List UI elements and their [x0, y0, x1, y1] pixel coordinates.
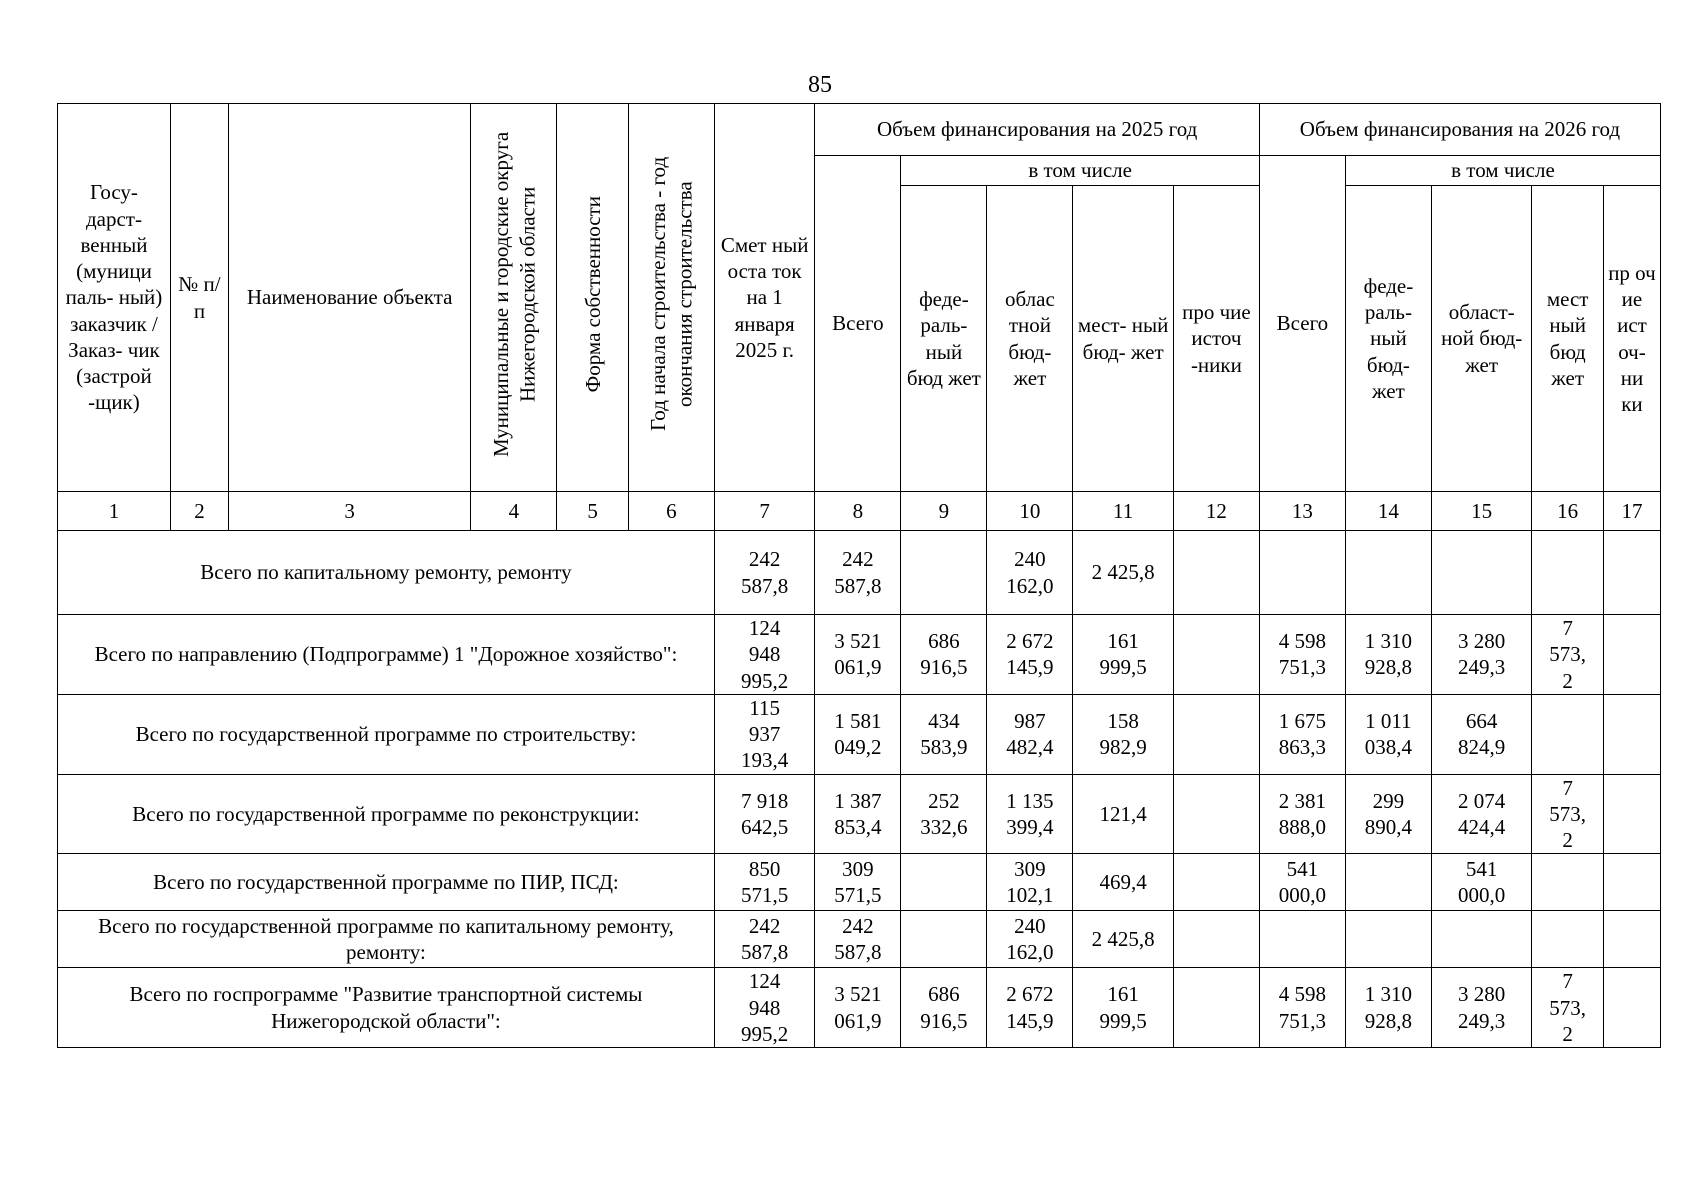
cell-c11: 121,4 [1073, 774, 1174, 854]
cell-c16 [1532, 531, 1603, 615]
header-construction-years: Год начала строительства - год окончания строительства [628, 104, 714, 492]
cell-c11: 161 999,5 [1073, 615, 1174, 695]
header-local-2026: мест ный бюд жет [1532, 186, 1603, 492]
cell-c10: 240 162,0 [987, 531, 1073, 615]
cell-c8: 3 521 061,9 [815, 968, 901, 1048]
cell-c7: 242 587,8 [714, 911, 815, 968]
header-federal-2026: феде- раль- ный бюд- жет [1345, 186, 1431, 492]
cell-c8: 242 587,8 [815, 531, 901, 615]
column-number: 14 [1345, 492, 1431, 531]
cell-c15 [1431, 911, 1532, 968]
column-number: 6 [628, 492, 714, 531]
cell-c12 [1173, 911, 1259, 968]
cell-c17 [1603, 968, 1660, 1048]
cell-c9: 686 916,5 [901, 615, 987, 695]
cell-c8: 309 571,5 [815, 854, 901, 911]
cell-c16: 7 573, 2 [1532, 774, 1603, 854]
header-total-2025: Всего [815, 156, 901, 492]
cell-c11: 2 425,8 [1073, 911, 1174, 968]
cell-c10: 2 672 145,9 [987, 615, 1073, 695]
row-label: Всего по госпрограмме "Развитие транспортной системы Нижегородской области": [58, 968, 715, 1048]
table-header [58, 104, 1661, 531]
cell-c14 [1345, 531, 1431, 615]
row-label: Всего по капитальному ремонту, ремонту [58, 531, 715, 615]
table-row [58, 774, 1661, 854]
cell-c7: 850 571,5 [714, 854, 815, 911]
cell-c13 [1259, 911, 1345, 968]
cell-c9: 686 916,5 [901, 968, 987, 1048]
cell-c13: 4 598 751,3 [1259, 968, 1345, 1048]
header-regional-2025: облас тной бюд- жет [987, 186, 1073, 492]
cell-c14: 299 890,4 [1345, 774, 1431, 854]
cell-c10: 309 102,1 [987, 854, 1073, 911]
cell-c12 [1173, 694, 1259, 774]
cell-c9 [901, 911, 987, 968]
header-financing-2026: Объем финансирования на 2026 год [1259, 104, 1660, 156]
header-districts: Муниципальные и городские округа Нижегородской области [471, 104, 557, 492]
cell-c15: 3 280 249,3 [1431, 968, 1532, 1048]
column-number: 8 [815, 492, 901, 531]
cell-c9 [901, 854, 987, 911]
cell-c12 [1173, 615, 1259, 695]
cell-c14: 1 310 928,8 [1345, 615, 1431, 695]
table-row [58, 694, 1661, 774]
column-number: 15 [1431, 492, 1532, 531]
column-number: 4 [471, 492, 557, 531]
cell-c17 [1603, 615, 1660, 695]
cell-c14 [1345, 911, 1431, 968]
cell-c12 [1173, 854, 1259, 911]
column-number: 10 [987, 492, 1073, 531]
table-row [58, 911, 1661, 968]
row-label: Всего по направлению (Подпрограмме) 1 "Дорожное хозяйство": [58, 615, 715, 695]
cell-c17 [1603, 694, 1660, 774]
cell-c10: 1 135 399,4 [987, 774, 1073, 854]
cell-c15: 664 824,9 [1431, 694, 1532, 774]
table-row [58, 531, 1661, 615]
cell-c13: 2 381 888,0 [1259, 774, 1345, 854]
cell-c15 [1431, 531, 1532, 615]
cell-c11: 161 999,5 [1073, 968, 1174, 1048]
cell-c8: 1 387 853,4 [815, 774, 901, 854]
cell-c16: 7 573, 2 [1532, 968, 1603, 1048]
column-number: 17 [1603, 492, 1660, 531]
page-number: 85 [808, 72, 832, 98]
cell-c13: 4 598 751,3 [1259, 615, 1345, 695]
column-number-row [58, 492, 1661, 531]
cell-c10: 987 482,4 [987, 694, 1073, 774]
cell-c7: 7 918 642,5 [714, 774, 815, 854]
cell-c14: 1 011 038,4 [1345, 694, 1431, 774]
cell-c8: 242 587,8 [815, 911, 901, 968]
cell-c17 [1603, 854, 1660, 911]
cell-c7: 115 937 193,4 [714, 694, 815, 774]
cell-c13: 541 000,0 [1259, 854, 1345, 911]
cell-c8: 1 581 049,2 [815, 694, 901, 774]
header-regional-2026: област- ной бюд- жет [1431, 186, 1532, 492]
header-total-2026: Всего [1259, 156, 1345, 492]
cell-c12 [1173, 968, 1259, 1048]
row-label: Всего по государственной программе по ПИР, ПСД: [58, 854, 715, 911]
cell-c16 [1532, 911, 1603, 968]
column-number: 3 [228, 492, 470, 531]
header-financing-2025: Объем финансирования на 2025 год [815, 104, 1260, 156]
financing-table [57, 103, 1661, 1048]
header-other-2025: про чие источ -ники [1173, 186, 1259, 492]
cell-c15: 2 074 424,4 [1431, 774, 1532, 854]
header-including-2026: в том числе [1345, 156, 1660, 186]
cell-c16: 7 573, 2 [1532, 615, 1603, 695]
table-row [58, 854, 1661, 911]
cell-c14: 1 310 928,8 [1345, 968, 1431, 1048]
header-customer: Госу- дарст- венный (муници паль- ный) заказчик / Заказ- чик (застрой -щик) [58, 104, 171, 492]
header-object-name: Наименование объекта [228, 104, 470, 492]
cell-c10: 2 672 145,9 [987, 968, 1073, 1048]
cell-c9 [901, 531, 987, 615]
cell-c11: 158 982,9 [1073, 694, 1174, 774]
header-estimate-balance: Смет ный оста ток на 1 января 2025 г. [714, 104, 815, 492]
cell-c7: 124 948 995,2 [714, 615, 815, 695]
cell-c7: 242 587,8 [714, 531, 815, 615]
header-ownership: Форма собственности [557, 104, 628, 492]
column-number: 11 [1073, 492, 1174, 531]
column-number: 5 [557, 492, 628, 531]
table-row [58, 615, 1661, 695]
cell-c10: 240 162,0 [987, 911, 1073, 968]
row-label: Всего по государственной программе по строительству: [58, 694, 715, 774]
header-including-2025: в том числе [901, 156, 1260, 186]
cell-c17 [1603, 774, 1660, 854]
cell-c7: 124 948 995,2 [714, 968, 815, 1048]
cell-c17 [1603, 911, 1660, 968]
row-label: Всего по государственной программе по капитальному ремонту, ремонту: [58, 911, 715, 968]
cell-c17 [1603, 531, 1660, 615]
cell-c16 [1532, 854, 1603, 911]
row-label: Всего по государственной программе по реконструкции: [58, 774, 715, 854]
cell-c8: 3 521 061,9 [815, 615, 901, 695]
column-number: 9 [901, 492, 987, 531]
cell-c11: 2 425,8 [1073, 531, 1174, 615]
header-federal-2025: феде- раль- ный бюд жет [901, 186, 987, 492]
column-number: 16 [1532, 492, 1603, 531]
cell-c13: 1 675 863,3 [1259, 694, 1345, 774]
table-body [58, 531, 1661, 1048]
cell-c12 [1173, 531, 1259, 615]
cell-c15: 541 000,0 [1431, 854, 1532, 911]
cell-c16 [1532, 694, 1603, 774]
column-number: 2 [170, 492, 228, 531]
cell-c13 [1259, 531, 1345, 615]
header-number: № п/п [170, 104, 228, 492]
cell-c12 [1173, 774, 1259, 854]
column-number: 1 [58, 492, 171, 531]
cell-c9: 434 583,9 [901, 694, 987, 774]
column-number: 12 [1173, 492, 1259, 531]
table-row [58, 968, 1661, 1048]
header-other-2026: пр оч ие ист оч- ни ки [1603, 186, 1660, 492]
cell-c11: 469,4 [1073, 854, 1174, 911]
column-number: 13 [1259, 492, 1345, 531]
header-local-2025: мест- ный бюд- жет [1073, 186, 1174, 492]
cell-c15: 3 280 249,3 [1431, 615, 1532, 695]
column-number: 7 [714, 492, 815, 531]
cell-c9: 252 332,6 [901, 774, 987, 854]
cell-c14 [1345, 854, 1431, 911]
